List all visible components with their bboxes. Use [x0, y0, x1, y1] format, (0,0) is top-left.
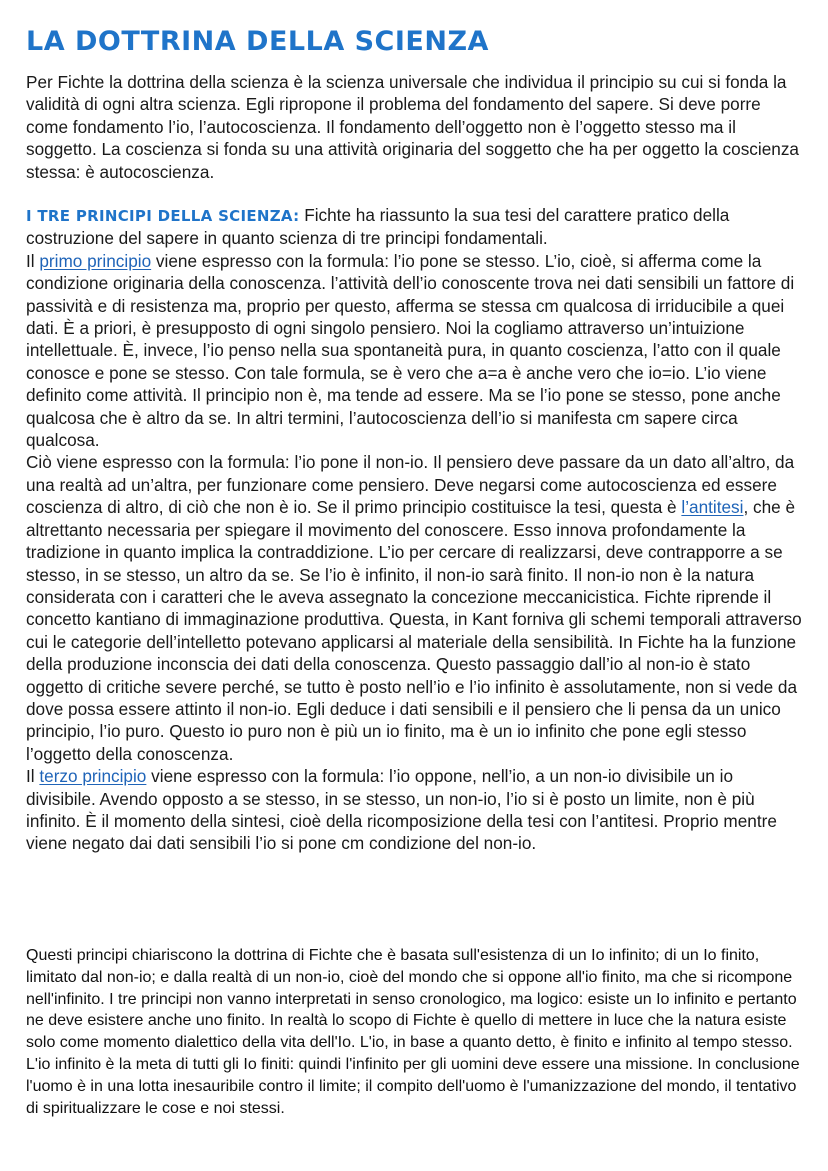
- conclusion-paragraph: Questi principi chiariscono la dottrina di Fichte che è basata sull'esistenza di un Io infinito; di un Io finito, limitato dal non-io; e dalla realtà di un non-io, cioè del mondo che si oppone all'io finito, ma che si ricompone nell'infinito. I tre principi non vanno interpretati in senso cronologico, ma logico: esiste un Io infinito e pertanto ne deve esistere anche uno finito. In realtà lo scopo di Fichte è quello di mettere in luce che la natura esiste solo come momento dialettico della vita dell'Io. L'io, in base a quanto detto, è finito e infinito al tempo stesso. L'io infinito è la meta di tutti gli Io finiti: quindi l'infinito per gli uomini deve essere una missione. In conclusione l'uomo è in una lotta inesauribile contro il limite; il compito dell'uomo è l'umanizzazione del mondo, il tentativo di spiritualizzare le cose e noi stessi.: [26, 947, 800, 1117]
- principles-intro-paragraph: [26, 204, 804, 250]
- section-heading: I TRE PRINCIPI DELLA SCIENZA:: [26, 207, 300, 225]
- second-principle-text: , che è altrettanto necessaria per spiegare il movimento del conoscere. Esso innova profondamente la tradizione in quanto implica la contraddizione. L’io per cercare di realizzarsi, deve contrapporre a se stesso, in se stesso, un altro da se. Se l’io è infinito, il non-io sarà finito. Il non-io non è la natura considerata con i caratteri che le aveva assegnato la concezione meccanicistica. Fichte riprende il concetto kantiano di immaginazione produttiva. Questa, in Kant forniva gli schemi temporali attraverso cui le categorie dell’intelletto potevano applicarsi al materiale della sensibilità. In Fichte ha la funzione della produzione inconscia dei dati della conoscenza. Questo passaggio dall’io al non-io è stato oggetto di critiche severe perché, se tutto è posto nell’io e l’io infinito è assolutamente, non si vede da dove possa essere attinto il non-io. Egli deduce i dati sensibili e il pensiero che li pensa da un unico principio, l’io puro. Questo io puro non è più un io finito, ma è un io infinito che pone egli stesso l’oggetto della conoscenza.: [26, 497, 802, 764]
- second-principle-lead: Ciò viene espresso con la formula: l’io pone il non-io. Il pensiero deve passare da un dato all’altro, da una realtà ad un’altra, per funzionare come pensiero. Deve negarsi come autocoscienza ed essere coscienza di altro, di ciò che non è io. Se il primo principio costituisce la tesi, questa è: [26, 452, 795, 518]
- third-principle-text: viene espresso con la formula: l’io oppone, nell’io, a un non-io divisibile un io divisibile. Avendo opposto a se stesso, in se stesso, un non-io, l’io si è posto un limite, non è più infinito. È il momento della sintesi, cioè della ricomposizione della tesi con l’antitesi. Proprio mentre viene negato dai dati sensibili l’io si pone cm condizione del non-io.: [26, 766, 777, 854]
- second-principle-paragraph: [26, 451, 804, 765]
- third-principle-link[interactable]: terzo principio: [39, 766, 147, 787]
- page-title: LA DOTTRINA DELLA SCIENZA: [26, 26, 489, 57]
- section-heading-text: Fichte ha riassunto la sua tesi del carattere pratico della costruzione del sapere in quanto scienza di tre principi fondamentali.: [26, 205, 730, 249]
- third-principle-paragraph: [26, 765, 804, 855]
- intro-paragraph: Per Fichte la dottrina della scienza è la scienza universale che individua il principio su cui si fonda la validità di ogni altra scienza. Egli ripropone il problema del fondamento del sapere. Si deve porre come fondamento l’io, l’autocoscienza. Il fondamento dell’oggetto non è l’oggetto stesso ma il soggetto. La coscienza si fonda su una attività originaria del soggetto che ha per oggetto la coscienza stessa: è autocoscienza.: [26, 72, 799, 182]
- antithesis-link[interactable]: l’antitesi: [681, 497, 744, 518]
- first-principle-text: viene espresso con la formula: l’io pone se stesso. L’io, cioè, si afferma come la condizione originaria della conoscenza. l’attività dell’io conoscente trova nei dati sensibili un fattore di passività e di resistenza ma, proprio per questo, afferma se stessa cm qualcosa di irriducibile a quei dati. È a priori, è presupposto di ogni singolo pensiero. Noi la cogliamo attraverso un’intuizione intellettuale. È, invece, l’io penso nella sua spontaneità pura, in quanto coscienza, l’atto con il quale conosce e pone se stesso. Con tale formula, se è vero che a=a è anche vero che io=io. L’io viene definito come attività. Il principio non è, ma tende ad essere. Ma se l’io pone se stesso, pone anche qualcosa che è altro da se. In altri termini, l’autocoscienza dell’io si manifesta cm sapere circa qualcosa.: [26, 250, 795, 451]
- first-principle-paragraph: [26, 250, 804, 452]
- first-principle-lead: Il: [26, 250, 40, 271]
- first-principle-link[interactable]: primo principio: [39, 250, 152, 271]
- third-principle-lead: Il: [26, 766, 40, 787]
- principles-section: [26, 204, 804, 855]
